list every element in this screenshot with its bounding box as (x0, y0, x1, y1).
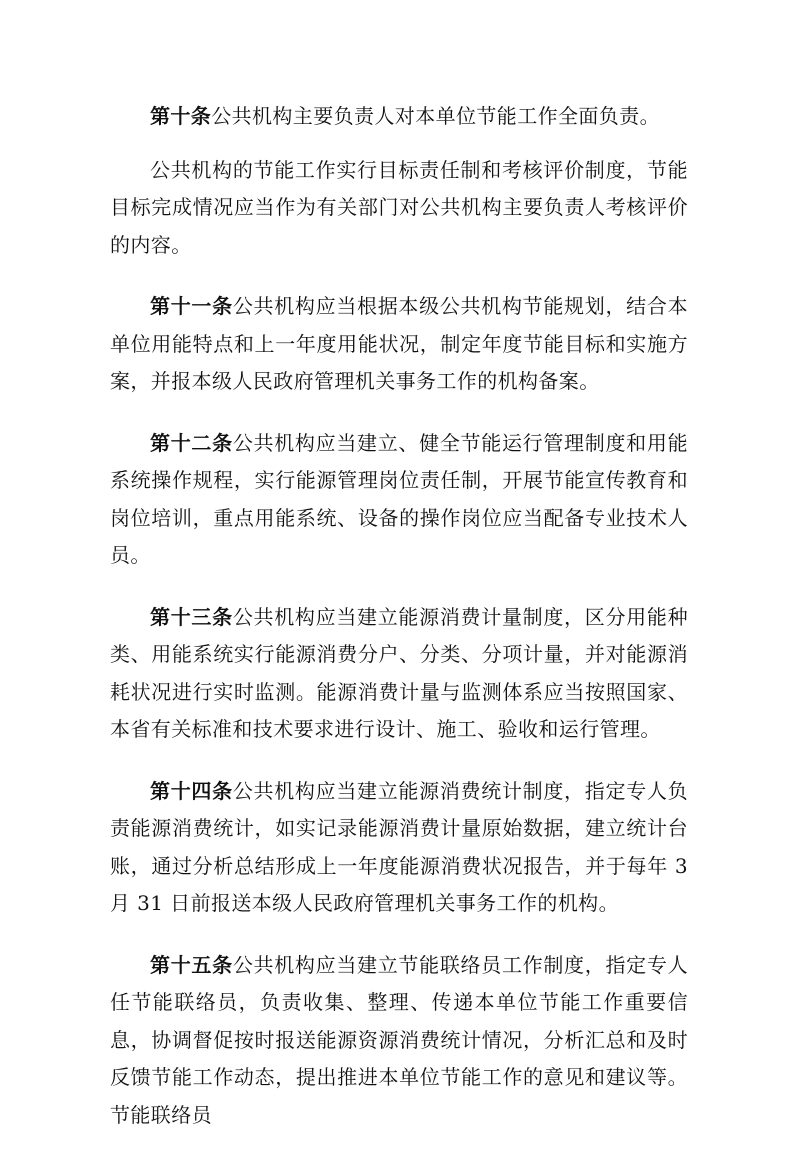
article-number: 第十二条 (150, 430, 233, 455)
document-body (110, 98, 688, 1158)
article-text: 公共机构应当建立节能联络员工作制度，指定专人任节能联络员，负责收集、整理、传递本单位节能工作重要信息，协调督促按时报送能源资源消费统计情况，分析汇总和及时反馈节能工作动态，提出推进本单位节能工作的意见和建议等。节能联络员 (110, 952, 688, 1127)
paragraph-article-14 (110, 773, 688, 923)
article-number: 第十三条 (150, 604, 233, 629)
article-number: 第十条 (150, 104, 212, 128)
article-text: 公共机构应当建立能源消费统计制度，指定专人负责能源消费统计，如实记录能源消费计量原始数据，建立统计台账，通过分析总结形成上一年度能源消费状况报告，并于每年 3 月 31 日前报送本级人民政府管理机关事务工作的机构。 (110, 778, 688, 915)
paragraph-article-11 (110, 288, 688, 401)
article-text: 公共机构应当根据本级公共机构节能规划，结合本单位用能特点和上一年度用能状况，制定年度节能目标和实施方案，并报本级人民政府管理机关事务工作的机构备案。 (110, 294, 688, 393)
article-number: 第十一条 (150, 294, 233, 318)
article-text: 公共机构主要负责人对本单位节能工作全面负责。 (211, 104, 661, 128)
paragraph-article-12 (110, 425, 688, 575)
paragraph-article-10 (110, 98, 688, 136)
paragraph-article-10-continued (110, 152, 688, 265)
article-text: 公共机构的节能工作实行目标责任制和考核评价制度，节能目标完成情况应当作为有关部门对公共机构主要负责人考核评价的内容。 (110, 157, 688, 257)
article-number: 第十五条 (150, 952, 233, 977)
paragraph-article-15 (110, 947, 688, 1135)
article-text: 公共机构应当建立、健全节能运行管理制度和用能系统操作规程，实行能源管理岗位责任制，开展节能宣传教育和岗位培训，重点用能系统、设备的操作岗位应当配备专业技术人员。 (110, 430, 688, 567)
article-text: 公共机构应当建立能源消费计量制度，区分用能种类、用能系统实行能源消费分户、分类、分项计量，并对能源消耗状况进行实时监测。能源消费计量与监测体系应当按照国家、本省有关标准和技术要求进行设计、施工、验收和运行管理。 (110, 604, 688, 741)
article-number: 第十四条 (150, 778, 233, 803)
paragraph-article-13 (110, 599, 688, 749)
